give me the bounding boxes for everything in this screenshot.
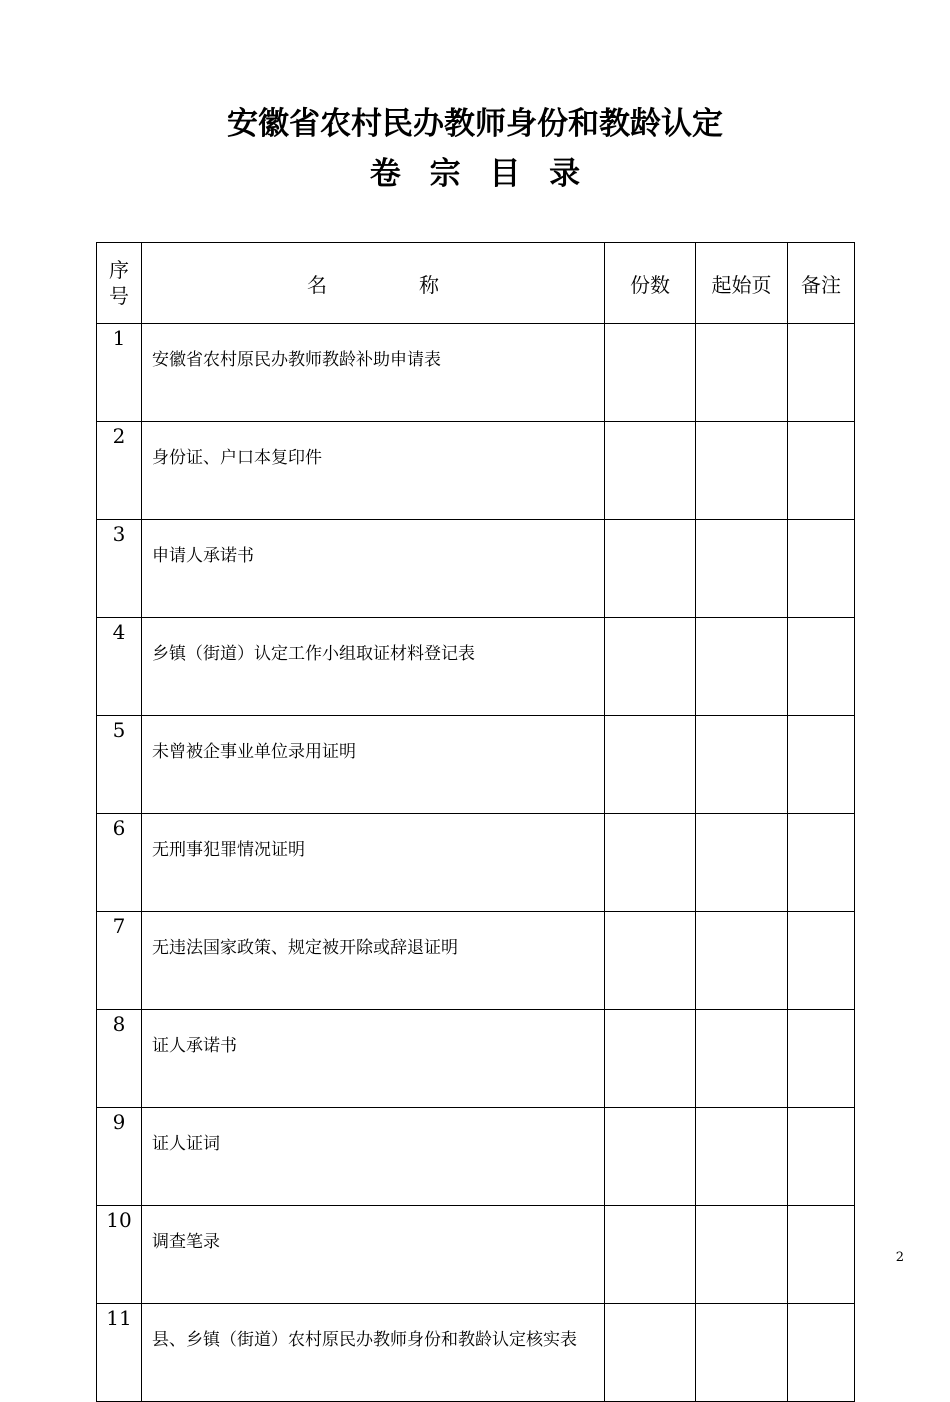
page-number: 2: [895, 1250, 904, 1265]
row-start-page-cell: [696, 1304, 788, 1402]
header-name: [142, 243, 605, 324]
row-number: 8: [97, 1010, 142, 1108]
header-start-page: 起始页: [696, 243, 788, 324]
catalog-table: [96, 242, 855, 1402]
table-row: [97, 814, 855, 912]
row-remarks-cell: [788, 716, 855, 814]
row-name: 未曾被企事业单位录用证明: [142, 716, 605, 814]
row-name: 安徽省农村原民办教师教龄补助申请表: [142, 324, 605, 422]
row-start-page-cell: [696, 716, 788, 814]
row-start-page-cell: [696, 324, 788, 422]
row-name: 证人证词: [142, 1108, 605, 1206]
row-name: 无刑事犯罪情况证明: [142, 814, 605, 912]
row-copies-cell: [605, 814, 696, 912]
row-name: 申请人承诺书: [142, 520, 605, 618]
row-remarks-cell: [788, 324, 855, 422]
header-remarks: 备注: [788, 243, 855, 324]
row-start-page-cell: [696, 814, 788, 912]
row-remarks-cell: [788, 814, 855, 912]
table-row: [97, 520, 855, 618]
row-remarks-cell: [788, 1206, 855, 1304]
row-remarks-cell: [788, 618, 855, 716]
row-start-page-cell: [696, 1206, 788, 1304]
table-row: [97, 1206, 855, 1304]
row-number: 9: [97, 1108, 142, 1206]
row-copies-cell: [605, 1010, 696, 1108]
row-number: 5: [97, 716, 142, 814]
row-name: 证人承诺书: [142, 1010, 605, 1108]
table-header-row: [97, 243, 855, 324]
row-number: 11: [97, 1304, 142, 1402]
row-start-page-cell: [696, 422, 788, 520]
table-row: [97, 912, 855, 1010]
row-start-page-cell: [696, 1108, 788, 1206]
document-subtitle: 卷 宗 目 录: [369, 156, 581, 192]
row-remarks-cell: [788, 422, 855, 520]
row-remarks-cell: [788, 1010, 855, 1108]
row-remarks-cell: [788, 912, 855, 1010]
row-name: 调查笔录: [142, 1206, 605, 1304]
header-seq-line2: 号: [109, 284, 129, 308]
row-number: 1: [97, 324, 142, 422]
header-name-char-a: 名: [307, 272, 327, 297]
row-copies-cell: [605, 422, 696, 520]
header-seq-line1: 序: [109, 258, 129, 282]
row-copies-cell: [605, 912, 696, 1010]
row-copies-cell: [605, 1108, 696, 1206]
row-number: 3: [97, 520, 142, 618]
row-remarks-cell: [788, 1304, 855, 1402]
row-copies-cell: [605, 1206, 696, 1304]
row-copies-cell: [605, 716, 696, 814]
row-remarks-cell: [788, 520, 855, 618]
table-row: [97, 1108, 855, 1206]
table-row: [97, 716, 855, 814]
row-name: 身份证、户口本复印件: [142, 422, 605, 520]
row-copies-cell: [605, 1304, 696, 1402]
table-row: [97, 1304, 855, 1402]
row-start-page-cell: [696, 912, 788, 1010]
header-name-char-b: 称: [419, 272, 439, 297]
table-row: [97, 324, 855, 422]
table-row: [97, 1010, 855, 1108]
row-number: 6: [97, 814, 142, 912]
row-name: 无违法国家政策、规定被开除或辞退证明: [142, 912, 605, 1010]
table-row: [97, 422, 855, 520]
table-row: [97, 618, 855, 716]
row-start-page-cell: [696, 520, 788, 618]
row-start-page-cell: [696, 618, 788, 716]
header-seq: [97, 243, 142, 324]
row-number: 4: [97, 618, 142, 716]
row-copies-cell: [605, 520, 696, 618]
row-number: 7: [97, 912, 142, 1010]
row-number: 2: [97, 422, 142, 520]
row-name: 县、乡镇（街道）农村原民办教师身份和教龄认定核实表: [142, 1304, 605, 1402]
row-number: 10: [97, 1206, 142, 1304]
row-start-page-cell: [696, 1010, 788, 1108]
row-remarks-cell: [788, 1108, 855, 1206]
row-copies-cell: [605, 324, 696, 422]
row-copies-cell: [605, 618, 696, 716]
row-name: 乡镇（街道）认定工作小组取证材料登记表: [142, 618, 605, 716]
document-title: 安徽省农村民办教师身份和教龄认定: [227, 106, 723, 142]
header-copies: 份数: [605, 243, 696, 324]
